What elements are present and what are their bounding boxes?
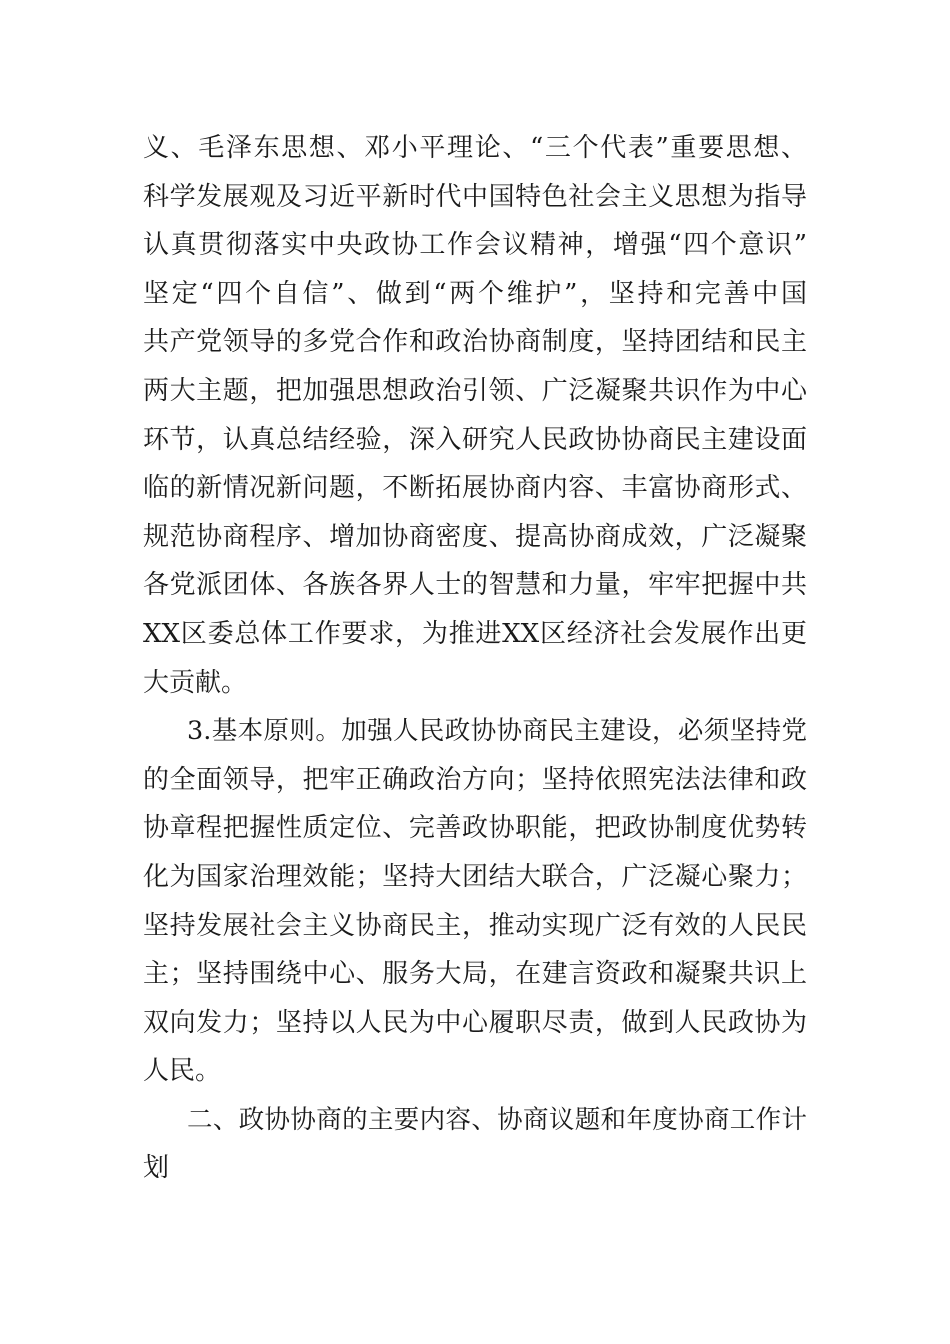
paragraph-guiding-ideology	[143, 124, 807, 707]
text-line: 各党派团体、各族各界人士的智慧和力量，牢牢把握中共	[143, 570, 807, 601]
text-line: 人民。	[143, 1056, 222, 1087]
text-line: 义、毛泽东思想、邓小平理论、“三个代表”重要思想、	[143, 133, 807, 163]
text-line: 坚定“四个自信”、做到“两个维护”，坚持和完善中国	[143, 278, 807, 309]
document-body	[143, 124, 807, 1193]
section-heading-consultation-content	[143, 1096, 807, 1193]
paragraph-basic-principles	[143, 707, 807, 1096]
text-line: 的全面领导，把牢正确政治方向；坚持依照宪法法律和政	[143, 764, 807, 795]
text-line: 认真贯彻落实中央政协工作会议精神，增强“四个意识”	[143, 230, 807, 261]
heading-line: 划	[143, 1153, 170, 1184]
text-line: 科学发展观及习近平新时代中国特色社会主义思想为指导	[143, 181, 807, 212]
text-line: 坚持发展社会主义协商民主，推动实现广泛有效的人民民	[143, 910, 807, 941]
text-line: 双向发力；坚持以人民为中心履职尽责，做到人民政协为	[143, 1007, 807, 1038]
text-line: 化为国家治理效能；坚持大团结大联合，广泛凝心聚力；	[143, 861, 807, 892]
text-line: XX区委总体工作要求，为推进XX区经济社会发展作出更	[143, 618, 807, 649]
text-line: 共产党领导的多党合作和政治协商制度，坚持团结和民主	[143, 327, 807, 358]
text-line: 协章程把握性质定位、完善政协职能，把政协制度优势转	[143, 813, 807, 844]
text-line: 大贡献。	[143, 667, 248, 698]
text-line: 规范协商程序、增加协商密度、提高协商成效，广泛凝聚	[143, 521, 807, 552]
text-line: 环节，认真总结经验，深入研究人民政协协商民主建设面	[143, 424, 807, 455]
text-line: 3.基本原则。加强人民政协协商民主建设，必须坚持党	[187, 716, 807, 747]
text-line: 主；坚持围绕中心、服务大局，在建言资政和凝聚共识上	[143, 959, 807, 990]
text-line: 两大主题，把加强思想政治引领、广泛凝聚共识作为中心	[143, 375, 807, 406]
text-line: 临的新情况新问题，不断拓展协商内容、丰富协商形式、	[143, 473, 807, 504]
heading-line: 二、政协协商的主要内容、协商议题和年度协商工作计	[187, 1104, 807, 1135]
